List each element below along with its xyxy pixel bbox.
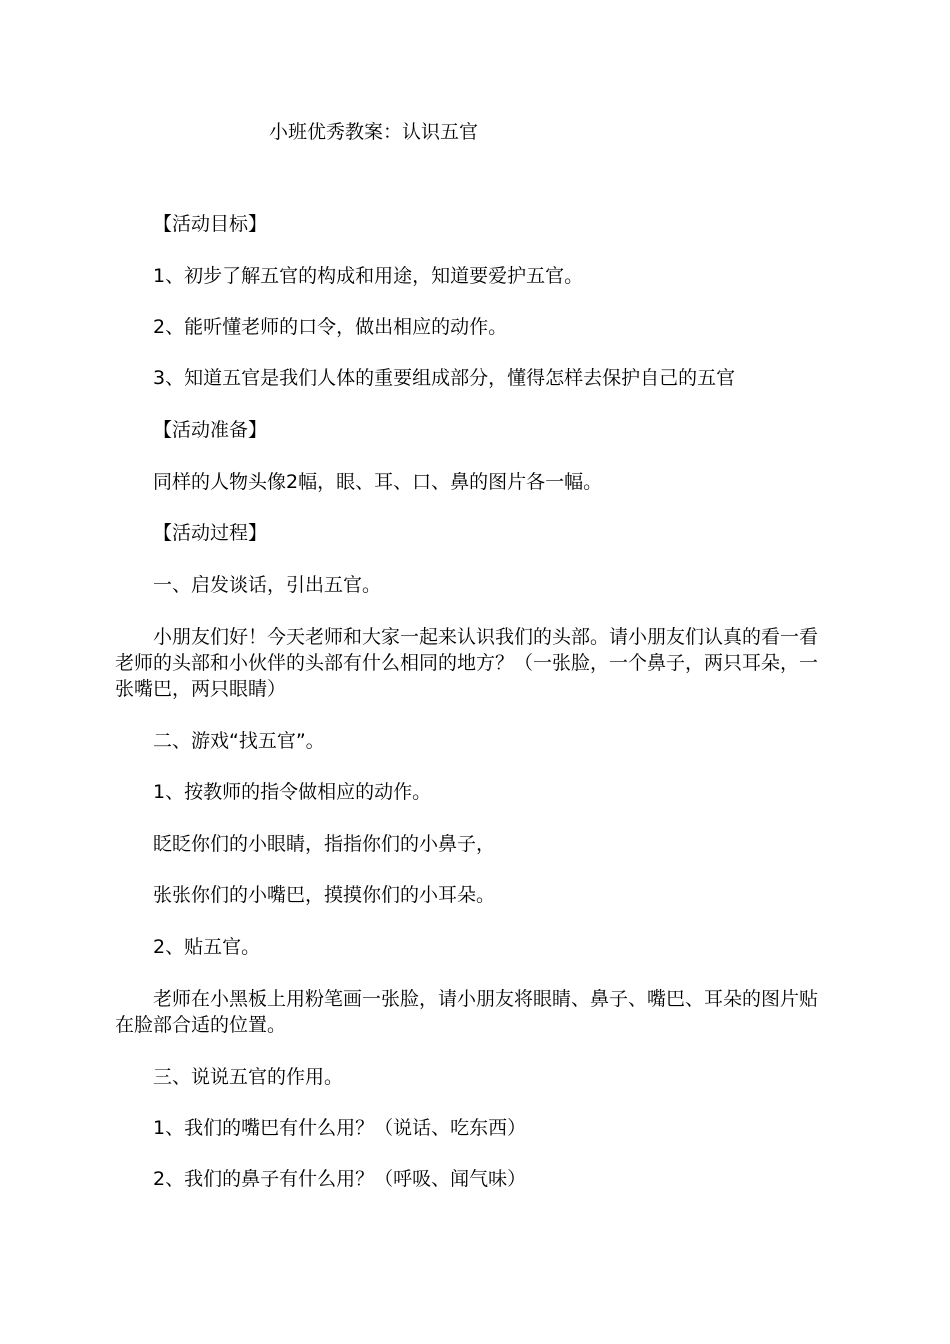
page-title: 小班优秀教案：认识五官 <box>269 121 479 143</box>
prep-text: 同样的人物头像2幅，眼、耳、口、鼻的图片各一幅。 <box>153 471 603 493</box>
step-2-1-line-a: 眨眨你们的小眼睛，指指你们的小鼻子， <box>153 833 496 855</box>
step-3-1: 1、我们的嘴巴有什么用？（说话、吃东西） <box>153 1117 527 1139</box>
step-1-heading: 一、启发谈话，引出五官。 <box>153 574 382 596</box>
process-heading: 【活动过程】 <box>153 522 268 544</box>
step-2-heading: 二、游戏“找五官”。 <box>153 730 325 752</box>
goal-3: 3、知道五官是我们人体的重要组成部分，懂得怎样去保护自己的五官 <box>153 367 736 389</box>
step-2-1-line-b: 张张你们的小嘴巴，摸摸你们的小耳朵。 <box>153 884 496 906</box>
goal-1: 1、初步了解五官的构成和用途，知道要爱护五官。 <box>153 265 584 287</box>
goals-heading: 【活动目标】 <box>153 213 268 235</box>
step-3-heading: 三、说说五官的作用。 <box>153 1066 344 1088</box>
step-2-2-paragraph: 老师在小黑板上用粉笔画一张脸，请小朋友将眼睛、鼻子、嘴巴、耳朵的图片贴在脸部合适的位置。 <box>115 988 819 1036</box>
prep-heading: 【活动准备】 <box>153 419 268 441</box>
step-2-1: 1、按教师的指令做相应的动作。 <box>153 781 432 803</box>
goal-2: 2、能听懂老师的口令，做出相应的动作。 <box>153 316 508 338</box>
step-3-2: 2、我们的鼻子有什么用？（呼吸、闻气味） <box>153 1168 527 1190</box>
step-2-2: 2、贴五官。 <box>153 936 261 958</box>
step-1-paragraph: 小朋友们好！今天老师和大家一起来认识我们的头部。请小朋友们认真的看一看老师的头部和小伙伴的头部有什么相同的地方？（一张脸，一个鼻子，两只耳朵，一张嘴巴，两只眼睛） <box>115 626 819 700</box>
